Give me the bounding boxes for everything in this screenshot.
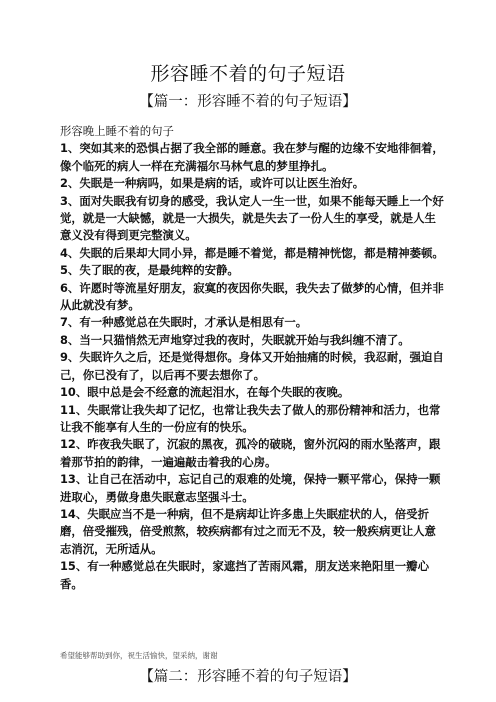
list-item: 8、当一只猫悄然无声地穿过我的夜时，失眠就开始与我纠缠不清了。 (60, 332, 410, 347)
document-title: 形容睡不着的句子短语 (150, 63, 346, 85)
list-item: 3、面对失眠我有切身的感受，我认定人一生一世，如果不能每天睡上一个好觉，就是一大缺憾，就是一大损失，就是失去了一份人生的享受，就是人生意义没有得到更完整演义。 (60, 193, 444, 243)
body-text (60, 123, 446, 593)
list-item: 5、失了眠的夜，是最纯粹的安静。 (60, 263, 239, 278)
list-item: 7、有一种感觉总在失眠时，才承认是相思有一。 (60, 315, 308, 330)
list-item: 14、失眠应当不是一种病，但不是病却让许多患上失眠症状的人，倍受折磨，倍受摧残，倍受煎熬，较疾病都有过之而无不及，较一般疾病更让人意志消沉，无所适从。 (60, 506, 436, 556)
list-item: 11、失眠常让我失却了记忆，也常让我失去了做人的那份精神和活力，也常让我不能享有人生的一份应有的快乐。 (60, 402, 441, 434)
list-item: 2、失眠是一种病吗，如果是病的话，或许可以让医生治好。 (60, 176, 365, 191)
list-item: 6、许愿时等流星好朋友，寂寞的夜因你失眠，我失去了做梦的心情，但并非从此就没有梦。 (60, 280, 444, 313)
list-item: 4、失眠的后果却大同小异，都是睡不着觉，都是精神恍惚，都是精神萎顿。 (60, 245, 444, 260)
subheading: 形容晚上睡不着的句子 (60, 124, 174, 138)
list-item: 9、失眠许久之后，还是觉得想你。身体又开始抽痛的时候，我忍耐，强迫自己，你已没有了，以后再不要去想你了。 (60, 350, 444, 382)
list-item: 13、让自己在活动中，忘记自己的艰难的处境，保持一颗平常心，保持一颗进取心，勇做身患失眠意志坚强斗士。 (60, 472, 441, 504)
closing-note: 希望能够帮助到你，祝生活愉快，望采纳，谢谢 (60, 651, 218, 660)
list-item: 1、突如其来的恐惧占据了我全部的睡意。我在梦与醒的边缘不安地徘徊着，像个临死的病人一样在充满福尔马林气息的梦里挣扎。 (60, 141, 444, 173)
list-item: 15、有一种感觉总在失眠时，家遮挡了苦雨风霜，朋友送来艳阳里一瓣心香。 (60, 559, 429, 591)
list-item: 10、眼中总是会不经意的流起泪水，在每个失眠的夜晚。 (60, 385, 350, 400)
list-item: 12、昨夜我失眠了，沉寂的黑夜，孤冷的破晓，窗外沉闷的雨水坠落声，跟着那节拍的韵律，一遍遍敲击着我的心房。 (60, 437, 441, 469)
section-heading-1: 【篇一：形容睡不着的句子短语】 (139, 94, 357, 110)
section-heading-2: 【篇二：形容睡不着的句子短语】 (139, 669, 357, 685)
